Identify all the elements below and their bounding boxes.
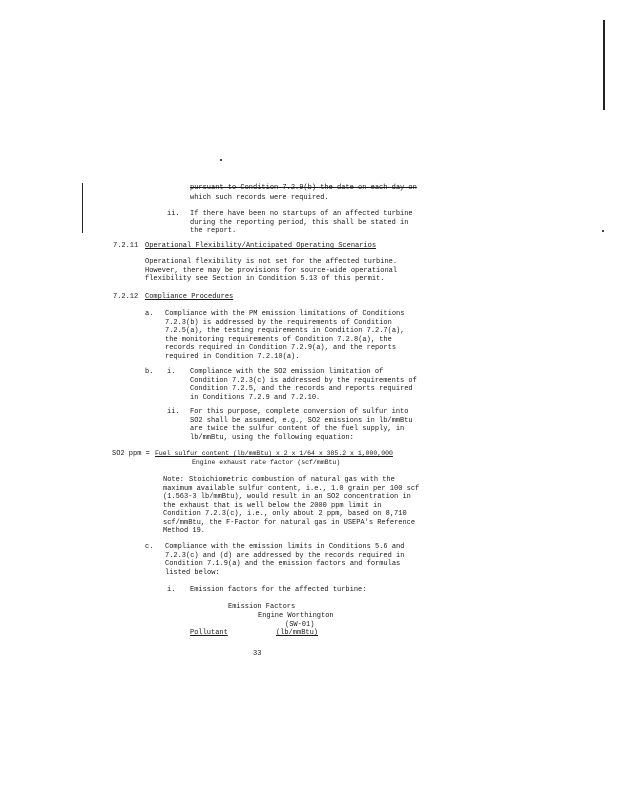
- section-body-7-2-11: Operational flexibility is not set for the affected turbine. However, there may be provisions for source-wide operational flexibility see Section in Condition 5.13 of this permit.: [145, 258, 398, 283]
- scan-speck: [602, 230, 604, 232]
- item-c-i-text: Emission factors for the affected turbine:: [190, 586, 367, 594]
- revision-bar: [82, 183, 83, 233]
- section-heading-7-2-11: Operational Flexibility/Anticipated Operating Scenarios: [145, 242, 377, 250]
- item-c-i-label: i.: [167, 586, 176, 594]
- note-label: Note:: [163, 476, 185, 484]
- item-b-ii-label: ii.: [167, 408, 180, 416]
- item-ii-label: ii.: [167, 210, 180, 218]
- equation-numerator: Fuel sulfur content (lb/mmBtu) x 2 x 1/64 x 385.2 x 1,000,000: [155, 450, 393, 457]
- section-heading-7-2-12: Compliance Procedures: [145, 293, 234, 301]
- scan-edge-line: [603, 20, 605, 110]
- section-number-7-2-12: 7.2.12: [113, 293, 139, 301]
- table-column-units: (lb/mmBtu): [276, 629, 319, 637]
- page-number: 33: [253, 650, 262, 658]
- table-title: Emission Factors: [228, 603, 296, 611]
- fragment-line-1: pursuant to Condition 7.2.9(b) the date on each day on: [190, 184, 417, 192]
- note-text: Stoichiometric combustion of natural gas with the maximum available sulfur content, i.e., 1.0 grain per 100 scf (1.563-3 lb/mmBtu), would result in an SO2 concentration in the exhaust that is well below the 2000 ppm limit in Condition 7.2.3(c), i.e., only about 2 ppm, based on 8,710 scf/mmBtu, the F-Factor for natural gas in USEPA's Reference Method 19.: [163, 476, 420, 535]
- item-a-label: a.: [145, 310, 154, 318]
- item-b-i-label: i.: [167, 368, 176, 376]
- table-subtitle-engine: Engine Worthington: [258, 612, 334, 620]
- item-b-ii-text: For this purpose, complete conversion of sulfur into SO2 shall be assumed, e.g., SO2 emissions in lb/mmBtu are twice the sulfur content of the fuel supply, in lb/mmBtu, using the following equation:: [190, 408, 413, 442]
- scan-speck: [220, 159, 222, 161]
- table-column-pollutant: Pollutant: [190, 629, 228, 637]
- equation-lhs: SO2 ppm =: [112, 450, 150, 458]
- equation-denominator: Engine exhaust rate factor (scf/mmBtu): [192, 459, 341, 466]
- table-subtitle-id: (SW-01): [285, 621, 315, 629]
- item-b-i-text: Compliance with the SO2 emission limitation of Condition 7.2.3(c) is addressed by the requirements of Condition 7.2.5, and the records and reports required in Conditions 7.2.9 and 7.2.10.: [190, 368, 417, 402]
- item-ii-text: If there have been no startups of an affected turbine during the reporting period, this shall be stated in the report.: [190, 210, 413, 235]
- item-c-label: c.: [145, 543, 154, 551]
- section-number-7-2-11: 7.2.11: [113, 242, 139, 250]
- fragment-line-2: which such records were required.: [190, 194, 329, 202]
- item-c-text: Compliance with the emission limits in Conditions 5.6 and 7.2.3(c) and (d) are addressed by the records required in Condition 7.1.9(a) and the emission factors and formulas listed below:: [165, 543, 405, 577]
- item-a-text: Compliance with the PM emission limitations of Conditions 7.2.3(b) is addressed by the requirements of Condition 7.2.5(a), the testing requirements in Condition 7.2.7(a), the monitoring requirements of Condition 7.2.8(a), the records required in Condition 7.2.9(a), and the reports required in Condition 7.2.10(a).: [165, 310, 405, 361]
- item-b-label: b.: [145, 368, 154, 376]
